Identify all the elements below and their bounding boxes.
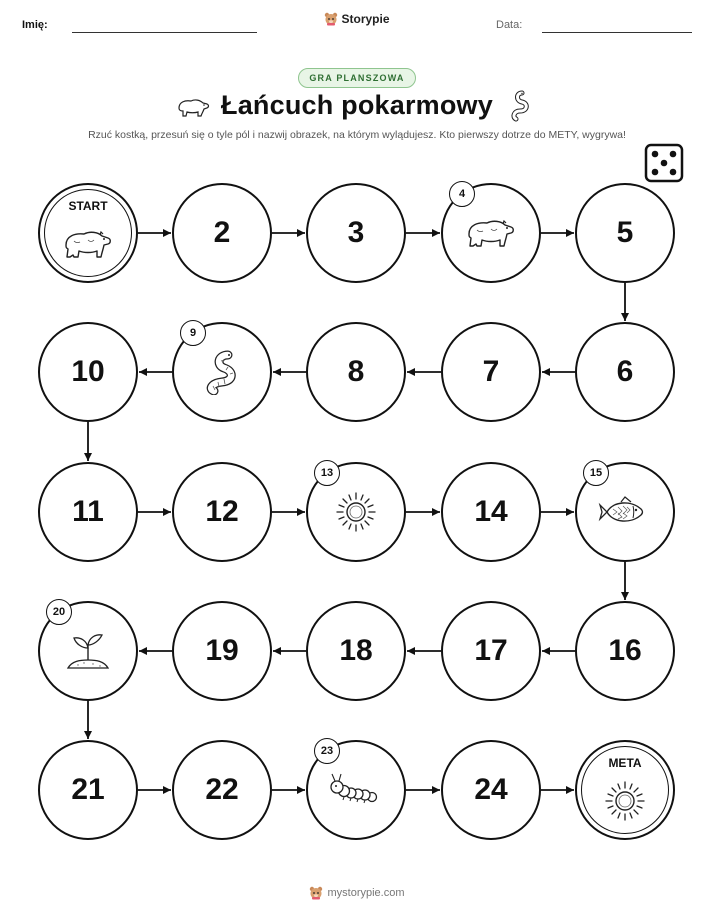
sprout-icon	[60, 628, 116, 674]
board-cell-22[interactable]	[172, 740, 272, 840]
arrow	[138, 786, 171, 794]
cell-number: 24	[474, 773, 508, 806]
board-cell-15[interactable]	[575, 462, 675, 562]
cell-number: 3	[347, 216, 365, 249]
arrow	[541, 786, 574, 794]
page-title: Łańcuch pokarmowy	[221, 90, 493, 120]
cell-number: 12	[205, 495, 239, 528]
arrow	[139, 368, 172, 376]
arrow	[84, 701, 92, 739]
arrow	[541, 229, 574, 237]
arrow	[138, 229, 171, 237]
arrow	[406, 229, 440, 237]
arrow	[406, 786, 440, 794]
board-cell-13[interactable]	[306, 462, 406, 562]
cell-number: 10	[71, 355, 105, 388]
board-cell-1[interactable]	[38, 183, 138, 283]
arrow	[272, 508, 305, 516]
board-cell-14[interactable]	[441, 462, 541, 562]
bear-icon	[463, 210, 519, 256]
arrow	[272, 229, 305, 237]
cell-number: 19	[205, 634, 239, 667]
cell-number: 14	[474, 495, 508, 528]
board-cell-12[interactable]	[172, 462, 272, 562]
board-cell-3[interactable]	[306, 183, 406, 283]
arrow	[621, 283, 629, 321]
sun-icon	[597, 778, 653, 824]
bear-icon	[60, 221, 116, 267]
cell-number-badge: 9	[180, 320, 206, 346]
arrow	[407, 368, 441, 376]
cell-number: 6	[616, 355, 634, 388]
finish-label: META	[608, 756, 642, 770]
cell-number: 8	[347, 355, 365, 388]
arrow	[138, 508, 171, 516]
board-cell-24[interactable]	[441, 740, 541, 840]
cell-number-badge: 13	[314, 460, 340, 486]
board-cell-21[interactable]	[38, 740, 138, 840]
board-cell-19[interactable]	[172, 601, 272, 701]
cell-number: 7	[482, 355, 500, 388]
caterpillar-icon	[328, 767, 384, 813]
board-cell-5[interactable]	[575, 183, 675, 283]
arrow	[406, 508, 440, 516]
footer	[0, 886, 714, 903]
cell-number: 22	[205, 773, 239, 806]
arrow	[542, 647, 575, 655]
board-cell-16[interactable]	[575, 601, 675, 701]
arrow	[541, 508, 574, 516]
brand-name: Storypie	[341, 12, 390, 26]
arrow	[621, 562, 629, 600]
board-cell-11[interactable]	[38, 462, 138, 562]
board-cell-4[interactable]	[441, 183, 541, 283]
name-label: Imię:	[22, 19, 48, 31]
cell-number-badge: 23	[314, 738, 340, 764]
worm-icon	[194, 349, 250, 395]
cell-number: 11	[72, 495, 104, 528]
cell-number: 5	[616, 216, 634, 249]
cell-number: 21	[71, 773, 105, 806]
start-label: START	[68, 199, 108, 213]
board-cell-18[interactable]	[306, 601, 406, 701]
cell-number: 17	[474, 634, 508, 667]
board-cell-10[interactable]	[38, 322, 138, 422]
board-cell-17[interactable]	[441, 601, 541, 701]
cell-number-badge: 4	[449, 181, 475, 207]
board-cell-8[interactable]	[306, 322, 406, 422]
arrow	[273, 647, 306, 655]
storypie-logo-icon	[309, 886, 323, 900]
category-badge: GRA PLANSZOWA	[298, 68, 416, 88]
arrow	[139, 647, 172, 655]
cell-number: 2	[213, 216, 231, 249]
sun-icon	[328, 489, 384, 535]
arrow	[407, 647, 441, 655]
footer-url: mystorypie.com	[327, 887, 405, 899]
board-cell-25[interactable]	[575, 740, 675, 840]
arrow	[273, 368, 306, 376]
cell-number: 16	[608, 634, 642, 667]
board-cell-7[interactable]	[441, 322, 541, 422]
fish-icon	[597, 489, 653, 535]
board-cell-23[interactable]	[306, 740, 406, 840]
arrow	[272, 786, 305, 794]
cell-number: 18	[339, 634, 373, 667]
game-instructions: Rzuć kostką, przesuń się o tyle pól i nazwij obrazek, na którym wylądujesz. Kto pierwszy dotrze do METY, wygrywa!	[88, 129, 626, 141]
arrow	[84, 422, 92, 461]
date-label: Data:	[496, 19, 523, 31]
cell-number-badge: 20	[46, 599, 72, 625]
arrow	[542, 368, 575, 376]
board-cell-6[interactable]	[575, 322, 675, 422]
cell-number-badge: 15	[583, 460, 609, 486]
board-cell-20[interactable]	[38, 601, 138, 701]
board-cell-2[interactable]	[172, 183, 272, 283]
board-cell-9[interactable]	[172, 322, 272, 422]
